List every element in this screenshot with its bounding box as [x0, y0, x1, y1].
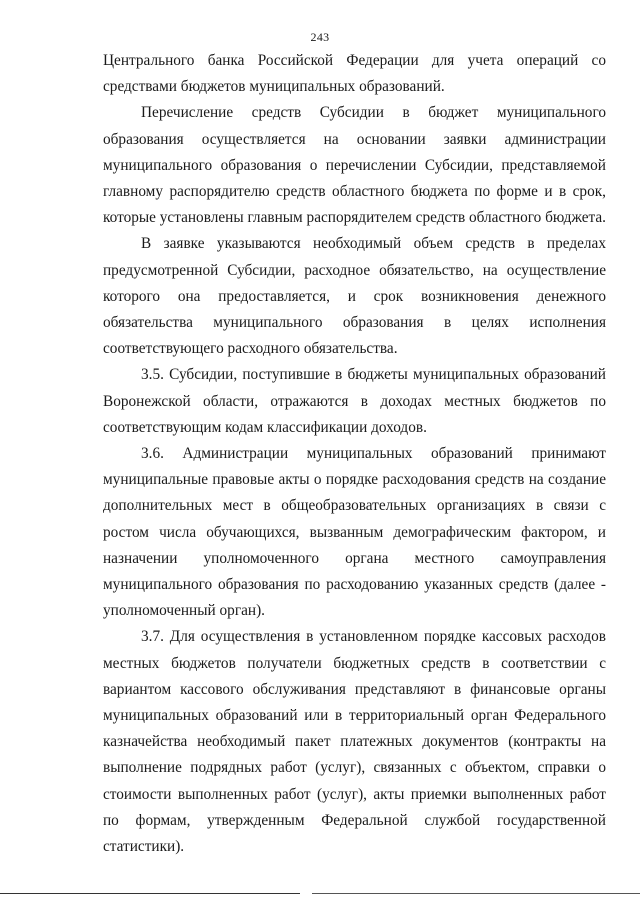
footer-rule-left — [0, 893, 300, 894]
paragraph-section-3-6: 3.6. Администрации муниципальных образований принимают муниципальные правовые акты о порядке расходования средств на создание дополнительных мест в общеобразовательных организациях в связи с ростом числа обучающихся, вызванным демографическим фактором, и назначении уполномоченного органа местного самоуправления муниципального образования по расходованию указанных средств (далее - уполномоченный орган). — [103, 445, 606, 620]
document-body — [103, 48, 606, 860]
paragraph-continuation: Центрального банка Российской Федерации для учета операций со средствами бюджетов муниципальных образований. — [103, 52, 606, 96]
paragraph-subsidy-transfer: Перечисление средств Субсидии в бюджет муниципального образования осуществляется на основании заявки администрации муниципального образования о перечислении Субсидии, представляемой главному распорядителю средств областного бюджета по форме и в срок, которые установлены главным распорядителем средств областного бюджета. — [103, 104, 607, 227]
paragraph-section-3-7: 3.7. Для осуществления в установленном порядке кассовых расходов местных бюджетов получатели бюджетных средств в соответствии с вариантом кассового обслуживания представляют в финансовые органы муниципальных образований или в территориальный орган Федерального казначейства необходимый пакет платежных документов (контракты на выполнение подрядных работ (услуг), связанных с объектом, справки о стоимости выполненных работ (услуг), акты приемки выполненных работ по формам, утвержденным Федеральной службой государственной статистики). — [103, 628, 606, 856]
footer-rule-right — [312, 893, 640, 894]
page-number: 243 — [310, 30, 330, 44]
paragraph-application-content: В заявке указываются необходимый объем средств в пределах предусмотренной Субсидии, расходное обязательство, на осуществление которого она предоставляется, и срок возникновения денежного обязательства муниципального образования в целях исполнения соответствующего расходного обязательства. — [103, 235, 606, 358]
paragraph-section-3-5: 3.5. Субсидии, поступившие в бюджеты муниципальных образований Воронежской области, отражаются в доходах местных бюджетов по соответствующим кодам классификации доходов. — [103, 366, 606, 436]
